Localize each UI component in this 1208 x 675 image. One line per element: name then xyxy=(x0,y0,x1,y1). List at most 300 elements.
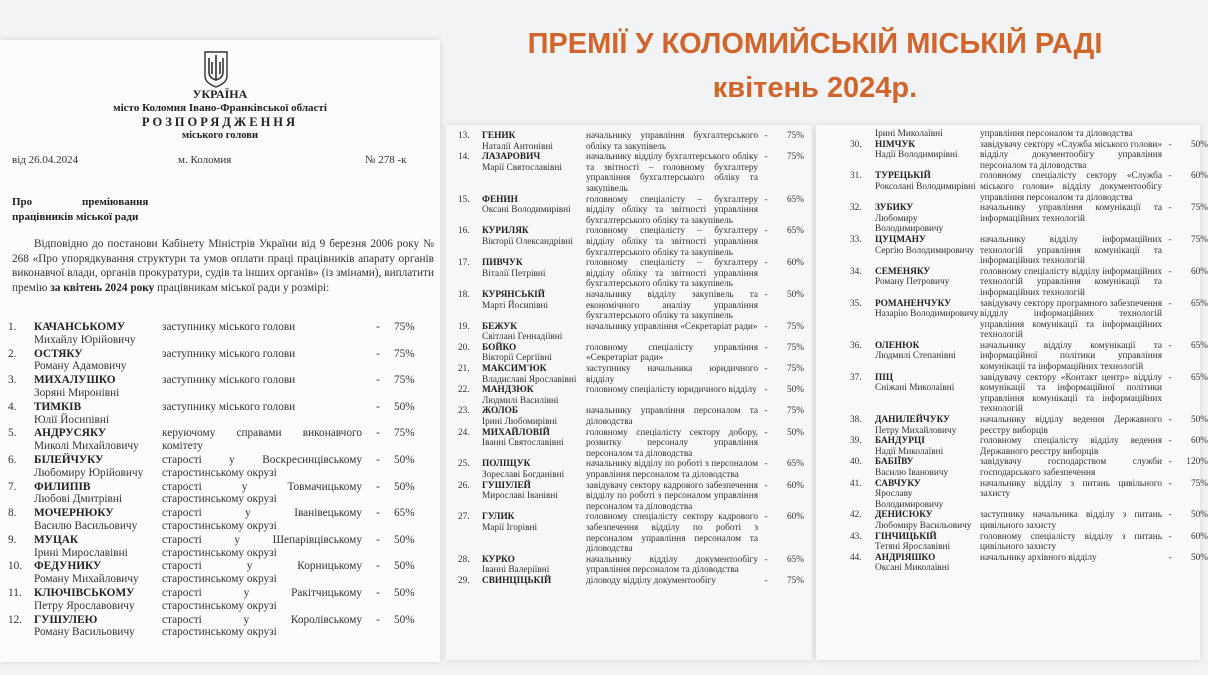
separator-dash: - xyxy=(1168,415,1172,426)
list-item xyxy=(850,235,1208,267)
list-item xyxy=(8,321,434,348)
item-number: 12. xyxy=(8,613,23,626)
separator-dash: - xyxy=(764,575,768,586)
person-position: начальнику відділу ведення Державного реєстру виборців xyxy=(980,415,1162,436)
bonus-list xyxy=(8,321,434,640)
person-position: заступнику начальника юридичного відділу xyxy=(586,364,758,385)
person-first-name: Вікторії Олександрівні xyxy=(482,236,573,247)
list-item xyxy=(850,479,1208,511)
separator-dash: - xyxy=(764,226,768,237)
person-first-name: Василю Івановичу xyxy=(875,468,949,478)
list-item xyxy=(850,341,1208,373)
list-item xyxy=(850,373,1208,415)
person-surname: ДЕНИСЮКУ xyxy=(875,510,933,521)
list-item xyxy=(850,203,1208,235)
item-number: 3. xyxy=(8,374,17,387)
list-item xyxy=(8,374,434,401)
person-first-name: Назарію Володимировичу xyxy=(875,309,979,320)
bonus-percent: 50% xyxy=(394,560,415,573)
person-position: начальнику відділу з питань цивільного захисту xyxy=(980,478,1162,500)
person-surname: КАЧАНСЬКОМУ xyxy=(34,321,126,333)
bonus-percent: 60% xyxy=(786,512,804,523)
item-number: 23. xyxy=(458,406,470,417)
separator-dash: - xyxy=(764,406,768,417)
person-position: головному спеціалісту відділу з питань цивільного захисту xyxy=(980,531,1162,553)
separator-dash: - xyxy=(764,289,768,300)
bonus-percent: 75% xyxy=(394,427,415,440)
person-first-name: Ірині Любомирівні xyxy=(482,417,558,428)
list-item xyxy=(458,152,804,194)
person-position: начальнику архівного відділу xyxy=(980,552,1097,563)
person-first-name: Владиславі Ярославівні xyxy=(482,374,577,385)
bonus-percent: 60% xyxy=(1190,436,1208,447)
person-surname: КУРКО xyxy=(482,554,515,565)
person-surname: МИХАЛУШКО xyxy=(34,374,116,387)
person-first-name: Надії Володимирівні xyxy=(875,150,958,161)
subject-text: Про xyxy=(12,196,33,208)
list-item xyxy=(458,258,804,290)
list-item xyxy=(458,322,804,343)
list-item xyxy=(458,385,804,406)
person-position: заступнику міського голови xyxy=(162,374,296,387)
bonus-percent: 75% xyxy=(786,364,804,375)
person-surname: ГУШУЛЕЮ xyxy=(34,613,98,626)
item-number: 18. xyxy=(458,289,470,300)
person-surname: ТИМКІВ xyxy=(34,400,82,413)
person-position: заступнику міського голови xyxy=(162,347,296,360)
separator-dash: - xyxy=(1168,203,1172,214)
person-first-name: Роману Петровичу xyxy=(875,277,950,288)
item-number: 34. xyxy=(850,266,862,277)
person-position: старості у Іванівецькому старостинському окрузі xyxy=(162,507,362,532)
document-issuer: міського голови xyxy=(181,130,259,141)
separator-dash: - xyxy=(1168,436,1172,447)
person-first-name: Роману Васильовичу xyxy=(34,626,135,639)
document-type: РОЗПОРЯДЖЕННЯ xyxy=(141,115,299,129)
list-item xyxy=(850,267,1208,299)
separator-dash: - xyxy=(764,385,768,396)
separator-dash: - xyxy=(1168,139,1172,150)
item-number: 36. xyxy=(850,340,862,351)
person-position: старості у Воскресинцівському старостинському окрузі xyxy=(162,453,362,479)
person-position: головному спеціалісту сектору «Служба міського голови» відділу документообігу управління персоналом та діловодства xyxy=(980,171,1162,203)
bonus-percent: 75% xyxy=(394,321,415,333)
person-position: заступнику міського голови xyxy=(162,321,296,333)
bonus-percent: 60% xyxy=(1190,531,1208,542)
item-number: 32. xyxy=(850,203,862,214)
list-item xyxy=(458,364,804,385)
bonus-percent: 60% xyxy=(786,258,804,269)
person-surname: ФИЛИПІВ xyxy=(34,480,91,493)
document-page-2 xyxy=(446,125,812,660)
person-surname: ГІНЧИЦЬКІЙ xyxy=(875,531,937,542)
subject-text: працівників міської ради xyxy=(12,211,139,223)
person-surname: МУЦАК xyxy=(34,533,79,546)
list-item xyxy=(850,553,1208,574)
item-number: 37. xyxy=(850,372,862,383)
bonus-percent: 75% xyxy=(786,342,804,353)
separator-dash: - xyxy=(1168,266,1172,277)
list-item xyxy=(850,436,1208,457)
item-number: 29. xyxy=(458,575,470,586)
document-page-1 xyxy=(0,40,440,662)
list-item xyxy=(458,576,804,587)
person-position: діловоду відділу документообігу xyxy=(586,575,716,586)
list-item xyxy=(8,587,434,614)
person-first-name: Мирославі Іванівні xyxy=(482,491,558,502)
person-surname: БОЙКО xyxy=(482,342,517,353)
person-surname: ЖОЛОБ xyxy=(482,406,519,417)
person-surname: САВЧУКУ xyxy=(875,478,921,489)
bonus-percent: 65% xyxy=(786,459,804,470)
list-item xyxy=(850,510,1208,531)
separator-dash: - xyxy=(1168,531,1172,542)
item-number: 6. xyxy=(8,453,17,466)
item-number: 9. xyxy=(8,533,17,546)
person-position: заступнику начальника відділу з питань цивільного захисту xyxy=(980,510,1162,531)
item-number: 31. xyxy=(850,171,862,182)
list-item xyxy=(850,299,1208,341)
item-number: 4. xyxy=(8,400,17,413)
person-first-name: Оксані Миколаївні xyxy=(875,563,950,574)
person-first-name: Іванні Валеріївні xyxy=(482,565,550,576)
item-number: 41. xyxy=(850,478,862,489)
item-number: 1. xyxy=(8,321,17,333)
page-subtitle: квітень 2024р. xyxy=(712,72,918,104)
separator-dash: - xyxy=(764,512,768,523)
list-item xyxy=(850,171,1208,203)
list-item xyxy=(458,406,804,427)
person-first-name: Марії Святославівні xyxy=(482,162,562,173)
separator-dash: - xyxy=(1168,478,1172,489)
bonus-percent: 65% xyxy=(786,194,804,205)
person-position: начальнику відділу комунікації та інформаційної політики управління комунікації та інформаційних технологій xyxy=(980,340,1162,373)
person-position: завідувачу господарством служби господарського забезпечення xyxy=(980,457,1162,478)
separator-dash: - xyxy=(376,507,380,520)
person-surname: КЛЮЧІВСЬКОМУ xyxy=(34,586,135,599)
person-position: головному спеціалісту – бухгалтеру відділу обліку та звітності управління бухгалтерського обліку та закупівель xyxy=(586,258,758,290)
bonus-percent: 60% xyxy=(1190,266,1208,277)
person-position: завідувачу сектору «Контакт центр» відділу комунікації та інформаційної політики управління комунікації та інформаційних технологій xyxy=(980,372,1162,415)
bonus-percent: 65% xyxy=(394,507,415,520)
person-position: начальнику управління комунікації та інформаційних технологій xyxy=(980,203,1162,224)
bonus-percent: 50% xyxy=(394,400,415,413)
separator-dash: - xyxy=(764,427,768,438)
list-item xyxy=(8,401,434,428)
person-surname: ГУЛИК xyxy=(482,512,515,523)
person-surname: СВИНЦІЦЬКІЙ xyxy=(482,575,552,586)
item-number: 7. xyxy=(8,480,17,493)
item-number: 38. xyxy=(850,415,862,426)
person-first-name: Марії Ігорівні xyxy=(482,522,538,533)
bonus-percent: 60% xyxy=(1190,171,1208,182)
list-item xyxy=(850,415,1208,436)
person-position: заступнику міського голови xyxy=(162,400,296,413)
person-position: старості у Шепарівцівському старостинському окрузі xyxy=(162,533,362,559)
person-surname: КУРЯНСЬКІЙ xyxy=(482,289,545,300)
person-surname: КУРИЛЯК xyxy=(482,226,529,237)
person-first-name: Роксолані Володимирівні xyxy=(875,181,976,192)
person-surname: МИХАЙЛОВІЙ xyxy=(482,427,550,438)
bonus-percent: 50% xyxy=(786,385,804,396)
person-first-name: Любові Дмитрівні xyxy=(34,493,123,506)
bonus-percent: 75% xyxy=(786,131,804,141)
bonus-percent: 75% xyxy=(394,374,415,387)
person-first-name: Петру Ярославовичу xyxy=(34,599,135,612)
person-position: начальнику відділу інформаційних технологій управління комунікації та інформаційних технологій xyxy=(980,234,1162,267)
item-number: 22. xyxy=(458,385,470,396)
bonus-percent: 75% xyxy=(1190,203,1208,214)
document-subject xyxy=(12,195,148,225)
item-number: 30. xyxy=(850,139,862,150)
country-name: УКРАЇНА xyxy=(192,87,248,101)
person-first-name: Ярославу Володимировичу xyxy=(875,489,944,510)
person-surname: АНДРІЯШКО xyxy=(875,552,936,563)
item-number: 28. xyxy=(458,554,470,565)
person-position: завідувачу сектору програмного забезпечення відділу інформаційних технологій управління комунікації та інформаційних технологій xyxy=(980,298,1162,341)
person-first-name: Віталії Петрівні xyxy=(482,268,546,279)
page-title: ПРЕМІЇ У КОЛОМИЙСЬКІЙ МІСЬКІЙ РАДІ xyxy=(527,28,1103,60)
bonus-percent: 50% xyxy=(394,533,415,546)
person-position: начальнику відділу закупівель та економічного аналізу управління бухгалтерського обліку та закупівель xyxy=(586,289,758,322)
person-first-name: Юлії Йосипівні xyxy=(34,413,110,426)
separator-dash: - xyxy=(764,258,768,269)
person-first-name: Роману Адамовичу xyxy=(34,360,127,373)
list-item xyxy=(8,454,434,481)
person-position: головному спеціалісту сектору добору, розвитку персоналу управління персоналом та діловодства xyxy=(586,427,758,459)
person-first-name: Миколі Михайловичу xyxy=(34,440,139,453)
intro-text: працівникам міської ради у розмірі: xyxy=(154,281,330,294)
item-number: 8. xyxy=(8,507,17,520)
bonus-percent: 50% xyxy=(1190,139,1208,150)
separator-dash: - xyxy=(764,152,768,163)
person-first-name: Іванні Святославівні xyxy=(482,438,564,449)
person-first-name: Роману Михайловичу xyxy=(34,573,139,586)
item-number: 42. xyxy=(850,510,862,521)
item-number: 11. xyxy=(8,586,22,599)
person-surname: БАНДУРЦІ xyxy=(875,436,925,447)
separator-dash: - xyxy=(1168,552,1172,563)
person-first-name: Тетяні Ярославівні xyxy=(875,542,951,553)
list-item xyxy=(458,555,804,576)
bonus-percent: 50% xyxy=(786,289,804,300)
item-number: 44. xyxy=(850,552,862,563)
person-surname: ГУШУЛЕЙ xyxy=(482,480,531,491)
person-surname: БЕЖУК xyxy=(482,321,517,332)
item-number: 35. xyxy=(850,298,862,309)
separator-dash: - xyxy=(376,347,380,360)
bonus-percent: 75% xyxy=(1190,234,1208,245)
document-page-3 xyxy=(816,125,1208,660)
item-number: 21. xyxy=(458,364,470,375)
document-place: м. Коломия xyxy=(178,154,232,166)
bonus-percent: 50% xyxy=(394,453,415,466)
separator-dash: - xyxy=(376,533,380,546)
person-first-name: Любомиру Васильовичу xyxy=(875,520,972,531)
bonus-percent: 65% xyxy=(1190,298,1208,309)
separator-dash: - xyxy=(1168,298,1172,309)
item-number: 5. xyxy=(8,427,17,440)
separator-dash: - xyxy=(764,194,768,205)
bonus-percent: 50% xyxy=(394,586,415,599)
separator-dash: - xyxy=(764,480,768,491)
person-first-name: Сніжані Миколаївні xyxy=(875,383,955,394)
person-first-name: Надії Миколаївні xyxy=(875,446,944,457)
person-first-name: Людмилі Василівні xyxy=(482,395,559,406)
list-item xyxy=(8,481,434,508)
list-item xyxy=(458,195,804,227)
person-position: старості у Королівському старостинському окрузі xyxy=(162,613,362,639)
person-first-name: Ірині Мирославівні xyxy=(34,546,128,559)
bonus-percent: 50% xyxy=(1190,510,1208,521)
item-number: 16. xyxy=(458,226,470,237)
separator-dash: - xyxy=(376,374,380,387)
person-surname: АНДРУСЯКУ xyxy=(34,427,107,440)
separator-dash: - xyxy=(1168,510,1172,521)
bonus-percent: 65% xyxy=(1190,340,1208,351)
item-number: 25. xyxy=(458,459,470,470)
person-surname: НІМЧУК xyxy=(875,139,916,150)
bonus-percent: 75% xyxy=(394,347,415,360)
bonus-percent: 75% xyxy=(786,575,804,586)
coat-of-arms-icon xyxy=(203,50,229,88)
person-first-name: Людмилі Степанівні xyxy=(875,351,956,362)
person-surname: ОЛЕНЮК xyxy=(875,340,920,351)
person-position: головному спеціалісту – бухгалтеру відділу обліку та звітності управління бухгалтерського обліку та закупівель xyxy=(586,194,758,226)
list-item xyxy=(458,226,804,258)
list-item xyxy=(458,290,804,322)
item-number: 2. xyxy=(8,347,17,360)
bonus-percent: 75% xyxy=(786,406,804,417)
person-surname: ГЕНИК xyxy=(482,131,516,141)
bonus-percent: 75% xyxy=(786,152,804,163)
person-first-name: Василю Васильовичу xyxy=(34,519,138,532)
person-position: головному спеціалісту юридичного відділу xyxy=(586,385,757,396)
person-position: начальнику управління «Секретаріат ради» xyxy=(586,321,758,332)
person-first-name: Наталії Антонівні xyxy=(482,141,553,152)
list-item xyxy=(8,614,434,641)
person-first-name: Любомиру Юрійовичу xyxy=(34,466,144,479)
separator-dash: - xyxy=(376,427,380,440)
bonus-list xyxy=(850,129,1208,574)
person-surname: ФЕНИН xyxy=(482,194,518,205)
list-item xyxy=(458,428,804,460)
person-position: старості у Корницькому старостинському окрузі xyxy=(162,560,362,586)
person-first-name: Петру Михайловичу xyxy=(875,425,957,436)
person-position: начальнику управління бухгалтерського обліку та закупівель xyxy=(586,131,758,152)
person-position: головному спеціалісту відділу інформаційних технологій управління комунікації та інформаційних технологій xyxy=(980,266,1162,298)
person-surname: ПОЛІЩУК xyxy=(482,459,531,470)
item-number: 33. xyxy=(850,234,862,245)
subject-text: преміювання xyxy=(82,196,149,208)
bonus-percent: 75% xyxy=(786,321,804,332)
person-surname: ДАНИЛЕЙЧУКУ xyxy=(875,415,950,426)
item-number: 26. xyxy=(458,480,470,491)
person-position: завідувачу сектору кадрового забезпечення відділу по роботі з персоналом управління персоналом та діловодства xyxy=(586,480,758,512)
person-surname: ЦУЦМАНУ xyxy=(875,234,926,245)
city-region: місто Коломия Івано-Франківської області xyxy=(113,102,327,114)
list-item xyxy=(8,507,434,534)
bonus-percent: 65% xyxy=(786,554,804,565)
person-position: головному спеціалісту управління «Секретаріат ради» xyxy=(586,342,758,364)
document-date: від 26.04.2024 xyxy=(12,154,79,166)
person-first-name: Марті Йосипівні xyxy=(482,300,549,311)
separator-dash: - xyxy=(376,321,380,333)
item-number: 40. xyxy=(850,457,862,468)
person-surname: ФЕДУНИКУ xyxy=(34,560,102,573)
list-item xyxy=(8,427,434,454)
person-position: завідувачу сектору «Служба міського голови» відділу документообігу управління персоналом та діловодства xyxy=(980,139,1162,171)
item-number: 43. xyxy=(850,531,862,542)
person-position: начальнику відділу документообігу управління персоналом та діловодства xyxy=(586,554,758,576)
person-surname: ЛАЗАРОВИЧ xyxy=(482,152,541,163)
item-number: 24. xyxy=(458,427,470,438)
intro-text: Відповідно до постанови Кабінету Міністрів України від 9 березня 2006 року № 268 «Про упорядкування структури та умов оплати праці працівників апарату органів виконавчої влади, органів прокуратури, судів та інших органів» (із змінами), виплатити премію xyxy=(12,238,434,294)
person-surname: ПИВЧУК xyxy=(482,258,523,269)
bonus-percent: 50% xyxy=(394,613,415,626)
person-first-name: Світлані Геннадіївні xyxy=(482,332,563,343)
separator-dash: - xyxy=(764,342,768,353)
person-surname: МАКСИМ'ЮК xyxy=(482,364,547,375)
item-number: 20. xyxy=(458,342,470,353)
separator-dash: - xyxy=(376,453,380,466)
separator-dash: - xyxy=(376,586,380,599)
person-first-name: Зореславі Богданівні xyxy=(482,470,565,480)
list-item xyxy=(458,343,804,364)
item-number: 17. xyxy=(458,258,470,269)
person-first-name: Вікторії Сергіївні xyxy=(482,353,552,364)
list-item xyxy=(850,532,1208,553)
bonus-percent: 65% xyxy=(786,226,804,237)
person-surname: БІЛЕЙЧУКУ xyxy=(34,453,104,466)
item-number: 15. xyxy=(458,194,470,205)
bonus-percent: 50% xyxy=(786,427,804,438)
separator-dash: - xyxy=(1168,372,1172,383)
person-surname: ТУРЕЦЬКІЙ xyxy=(875,171,931,182)
person-position: керуючому справами виконавчого комітету xyxy=(162,427,362,453)
bonus-percent: 50% xyxy=(1190,552,1208,563)
bonus-percent: 120% xyxy=(1186,457,1208,468)
separator-dash: - xyxy=(764,364,768,375)
item-number: 10. xyxy=(8,560,23,573)
person-first-name: Сергію Володимировичу xyxy=(875,245,975,256)
list-item xyxy=(8,348,434,375)
list-item xyxy=(8,534,434,561)
separator-dash: - xyxy=(376,480,380,493)
list-item xyxy=(850,457,1208,478)
separator-dash: - xyxy=(1168,171,1172,182)
person-surname: СЕМЕНЯКУ xyxy=(875,266,931,277)
person-first-name: Ірині Миколаївні xyxy=(875,129,943,139)
person-position: начальнику відділу по роботі з персоналом управління персоналом та діловодства xyxy=(586,459,758,480)
item-number: 14. xyxy=(458,152,470,163)
list-item xyxy=(458,131,804,152)
separator-dash: - xyxy=(376,560,380,573)
person-surname: ЗУБИКУ xyxy=(875,203,914,214)
item-number: 39. xyxy=(850,436,862,447)
person-surname: МАНДЗЮК xyxy=(482,385,534,396)
bonus-percent: 60% xyxy=(786,480,804,491)
separator-dash: - xyxy=(764,131,768,141)
person-first-name: Оксані Володимирівні xyxy=(482,205,571,216)
person-position: старості у Товмачицькому старостинському окрузі xyxy=(162,480,362,506)
person-first-name: Зоряні Миронівні xyxy=(34,386,120,399)
bonus-percent: 50% xyxy=(394,480,415,493)
person-position: начальнику управління персоналом та діловодства xyxy=(586,406,758,428)
person-surname: МОЧЕРНЮКУ xyxy=(34,507,114,520)
bonus-list xyxy=(458,131,804,587)
person-surname: БАБІЇВУ xyxy=(875,457,914,468)
